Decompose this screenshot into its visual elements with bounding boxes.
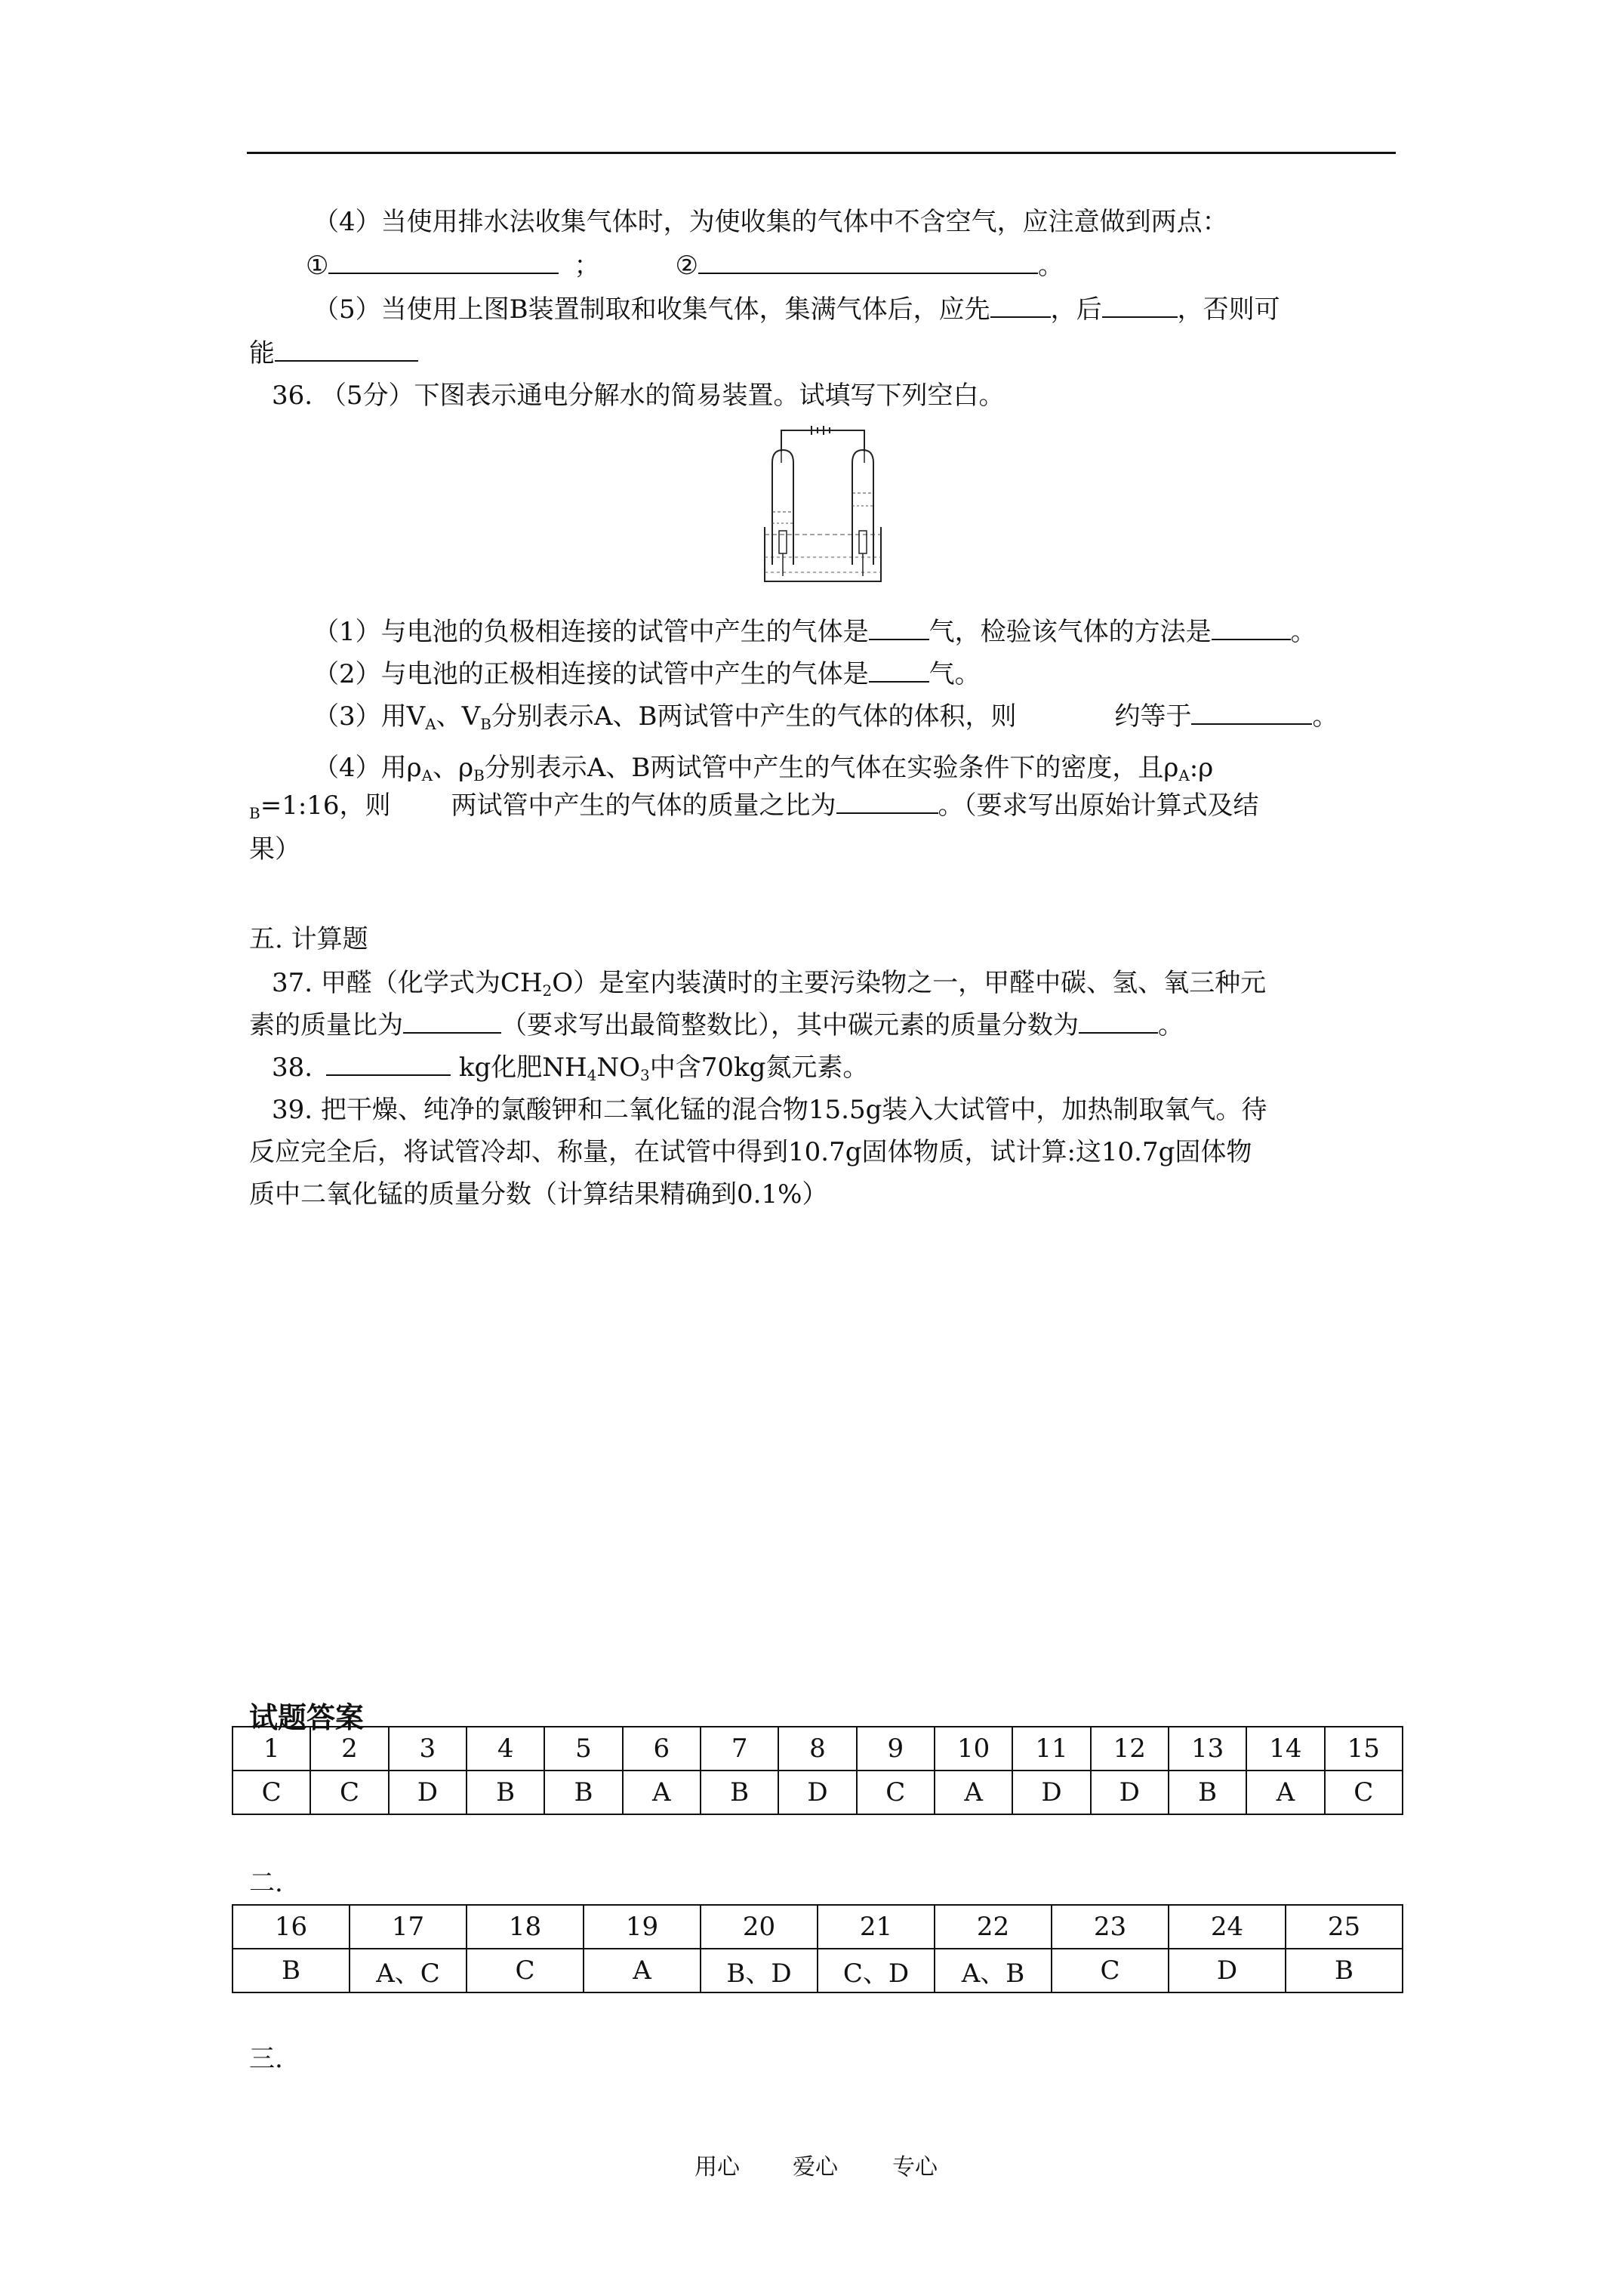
table-cell: C、D: [818, 1949, 935, 1992]
table-cell: C: [233, 1771, 310, 1814]
table-cell: A: [623, 1771, 701, 1814]
q36-part1-text-a: （1）与电池的负极相连接的试管中产生的气体是: [313, 617, 869, 647]
q35-part5-line2: [249, 337, 418, 370]
table-cell: 3: [389, 1727, 467, 1771]
table-cell: D: [1169, 1949, 1286, 1992]
q35-part5-text-b: ，后: [1050, 294, 1102, 325]
q38-line: [272, 1051, 868, 1084]
table-cell: B: [544, 1771, 622, 1814]
section5-heading-text: 五. 计算题: [249, 924, 368, 954]
q35-part4-blank2[interactable]: [698, 250, 1038, 274]
q36-part3-text-b: 、V: [436, 701, 481, 732]
q35-part4-blanks-line: [306, 249, 1064, 282]
section2-label: [249, 1866, 283, 1900]
q37-text-b: O）是室内装潢时的主要污染物之一，甲醛中碳、氢、氧三种元: [552, 968, 1267, 998]
table-cell: 20: [701, 1905, 818, 1949]
q36-part4-line1: [313, 751, 1213, 784]
table-cell: 19: [584, 1905, 701, 1949]
q37-line2-end: 。: [1158, 1010, 1184, 1040]
q38-text-d: 中含70kg氮元素。: [649, 1052, 869, 1083]
table-cell: 10: [935, 1727, 1012, 1771]
electrolysis-apparatus-diagram: [759, 421, 887, 587]
table-cell: 14: [1246, 1727, 1324, 1771]
q39-line1: [272, 1093, 1267, 1126]
section3-label: [249, 2042, 283, 2076]
q36-part3-sub-b: B: [480, 715, 491, 733]
q36-part1-end: 。: [1290, 617, 1317, 647]
q38-blank[interactable]: [326, 1052, 451, 1076]
table-cell: C: [310, 1771, 388, 1814]
table-cell: C: [467, 1949, 584, 1992]
footer-right: 专心: [892, 2154, 938, 2180]
q36-part3-sub-a: A: [425, 715, 436, 733]
q35-part4-line: [313, 205, 1228, 239]
table-cell: 24: [1169, 1905, 1286, 1949]
q36-part2-text-a: （2）与电池的正极相连接的试管中产生的气体是: [313, 659, 869, 689]
q36-part3-blank[interactable]: [1191, 701, 1312, 725]
table-cell: B: [1169, 1771, 1246, 1814]
q35-part4-mark1: ①: [306, 251, 329, 281]
table-cell: C: [1325, 1771, 1403, 1814]
q36-intro: [272, 379, 1005, 412]
table-cell: B: [233, 1949, 350, 1992]
table-cell: C: [857, 1771, 935, 1814]
table-cell: B: [701, 1771, 778, 1814]
table-cell: A: [935, 1771, 1012, 1814]
q35-part4-blank1[interactable]: [328, 250, 559, 274]
q39-line2: [249, 1136, 1252, 1169]
q36-part4-line3-text: 果）: [249, 834, 300, 864]
table-cell: 17: [350, 1905, 467, 1949]
table-cell: 12: [1091, 1727, 1169, 1771]
table-cell: 22: [935, 1905, 1052, 1949]
table-cell: 13: [1169, 1727, 1246, 1771]
q37-line1: [272, 966, 1266, 1000]
q35-part4-text: （4）当使用排水法收集气体时，为使收集的气体中不含空气，应注意做到两点：: [313, 207, 1228, 237]
q36-part2-text-b: 气。: [929, 659, 981, 689]
q35-part5-text-c: ，否则可: [1177, 294, 1280, 325]
header-rule: [247, 152, 1396, 154]
q37-blank1[interactable]: [403, 1009, 501, 1034]
q39-line1-text: 39. 把干燥、纯净的氯酸钾和二氧化锰的混合物15.5g装入大试管中，加热制取氧气。待: [272, 1095, 1267, 1125]
q36-part3-text-d: 约等于: [1114, 701, 1192, 732]
q36-intro-text: 36. （5分）下图表示通电分解水的简易装置。试填写下列空白。: [272, 381, 1005, 411]
section2-label-text: 二.: [249, 1868, 283, 1898]
q36-part4-line2-sub: B: [249, 804, 260, 822]
q36-part4-text-d: :ρ: [1189, 753, 1214, 783]
q36-part3-end: 。: [1312, 701, 1338, 732]
q37-text-a: 37. 甲醛（化学式为CH: [272, 968, 543, 998]
table-cell: 9: [857, 1727, 935, 1771]
q35-part5-text-d: 能: [249, 338, 275, 368]
q39-line3: [249, 1178, 827, 1211]
table-cell: A: [1246, 1771, 1324, 1814]
answer-table-2: [232, 1904, 1403, 1993]
q36-part4-sub-c: A: [1178, 766, 1190, 784]
section3-label-text: 三.: [249, 2044, 283, 2074]
q36-part4-text-c: 分别表示A、B两试管中产生的气体在实验条件下的密度，且ρ: [484, 753, 1179, 783]
q37-line2-text-b: （要求写出最简整数比），其中碳元素的质量分数为: [501, 1010, 1079, 1040]
footer-left: 用心: [694, 2154, 740, 2180]
table-cell: C: [1052, 1949, 1169, 1992]
q38-text-c: NO: [596, 1052, 641, 1083]
q36-part3-text-c: 分别表示A、B两试管中产生的气体的体积，则: [491, 701, 1017, 732]
table-cell: 23: [1052, 1905, 1169, 1949]
q35-part4-end: 。: [1037, 251, 1064, 281]
table-row: [233, 1949, 1403, 1992]
q36-part4-blank[interactable]: [836, 790, 938, 814]
table-cell: B: [1286, 1949, 1403, 1992]
q36-part4-text-a: （4）用ρ: [313, 753, 422, 783]
table-cell: 2: [310, 1727, 388, 1771]
q39-line3-text: 质中二氧化锰的质量分数（计算结果精确到0.1%）: [249, 1179, 828, 1210]
table-cell: A、C: [350, 1949, 467, 1992]
q36-part4-line2-text-b: 两试管中产生的气体的质量之比为: [451, 791, 836, 821]
table-cell: 4: [467, 1727, 544, 1771]
q35-part5-blank3[interactable]: [275, 337, 418, 362]
table-cell: B、D: [701, 1949, 818, 1992]
q37-blank2[interactable]: [1079, 1009, 1158, 1034]
q36-part3-line: [313, 700, 1338, 733]
q35-part5-blank2[interactable]: [1102, 294, 1178, 318]
q37-line2-text-a: 素的质量比为: [249, 1010, 403, 1040]
q36-part1-line: [313, 615, 1317, 649]
q39-line2-text: 反应完全后，将试管冷却、称量，在试管中得到10.7g固体物质，试计算:这10.7g固体物: [249, 1137, 1252, 1167]
table-cell: D: [1091, 1771, 1169, 1814]
q36-part4-sub-a: A: [421, 766, 433, 784]
q36-part3-text-a: （3）用V: [313, 701, 426, 732]
q36-part2-blank[interactable]: [869, 658, 929, 683]
table-cell: 25: [1286, 1905, 1403, 1949]
q38-text-b: kg化肥NH: [451, 1052, 587, 1083]
q36-part4-line3: [249, 833, 300, 866]
table-cell: 11: [1012, 1727, 1090, 1771]
table-cell: A: [584, 1949, 701, 1992]
table-cell: 5: [544, 1727, 622, 1771]
footer-middle: 爱心: [793, 2154, 838, 2180]
table-cell: 18: [467, 1905, 584, 1949]
q37-line2: [249, 1009, 1184, 1042]
table-cell: 15: [1325, 1727, 1403, 1771]
table-cell: 6: [623, 1727, 701, 1771]
q35-part4-sep: ；: [574, 251, 600, 281]
answer-table-1: [232, 1726, 1403, 1815]
q36-part1-text-b: 气，检验该气体的方法是: [929, 617, 1212, 647]
table-cell: 21: [818, 1905, 935, 1949]
table-cell: D: [389, 1771, 467, 1814]
q36-part4-line2: [249, 789, 1259, 822]
q38-sub2: 3: [640, 1066, 650, 1084]
q36-part2-line: [313, 658, 981, 691]
answers-title: 试题答案: [249, 1701, 365, 1734]
table-cell: 16: [233, 1905, 350, 1949]
section5-heading: [249, 923, 368, 956]
q35-part5-line: [313, 293, 1280, 326]
table-cell: D: [778, 1771, 856, 1814]
table-cell: 7: [701, 1727, 778, 1771]
q36-part1-blank2[interactable]: [1212, 616, 1291, 640]
table-cell: 1: [233, 1727, 310, 1771]
table-cell: 8: [778, 1727, 856, 1771]
q36-part4-sub-b: B: [473, 766, 485, 784]
table-row: [233, 1727, 1403, 1771]
table-cell: A、B: [935, 1949, 1052, 1992]
q38-number: 38.: [272, 1052, 313, 1083]
q35-part4-mark2: ②: [675, 251, 698, 281]
q36-part4-line2-text-a: =1:16，则: [260, 791, 391, 821]
table-row: [233, 1771, 1403, 1814]
q38-sub1: 4: [587, 1066, 597, 1084]
q35-part5-blank1[interactable]: [990, 294, 1051, 318]
table-cell: D: [1012, 1771, 1090, 1814]
q36-part1-blank1[interactable]: [869, 616, 929, 640]
q36-part4-line2-text-c: 。（要求写出原始计算式及结: [938, 791, 1259, 821]
q37-sub: 2: [542, 982, 553, 1000]
q36-part4-text-b: 、ρ: [433, 753, 474, 783]
q35-part5-text-a: （5）当使用上图B装置制取和收集气体，集满气体后，应先: [313, 294, 990, 325]
table-row: [233, 1905, 1403, 1949]
table-cell: B: [467, 1771, 544, 1814]
